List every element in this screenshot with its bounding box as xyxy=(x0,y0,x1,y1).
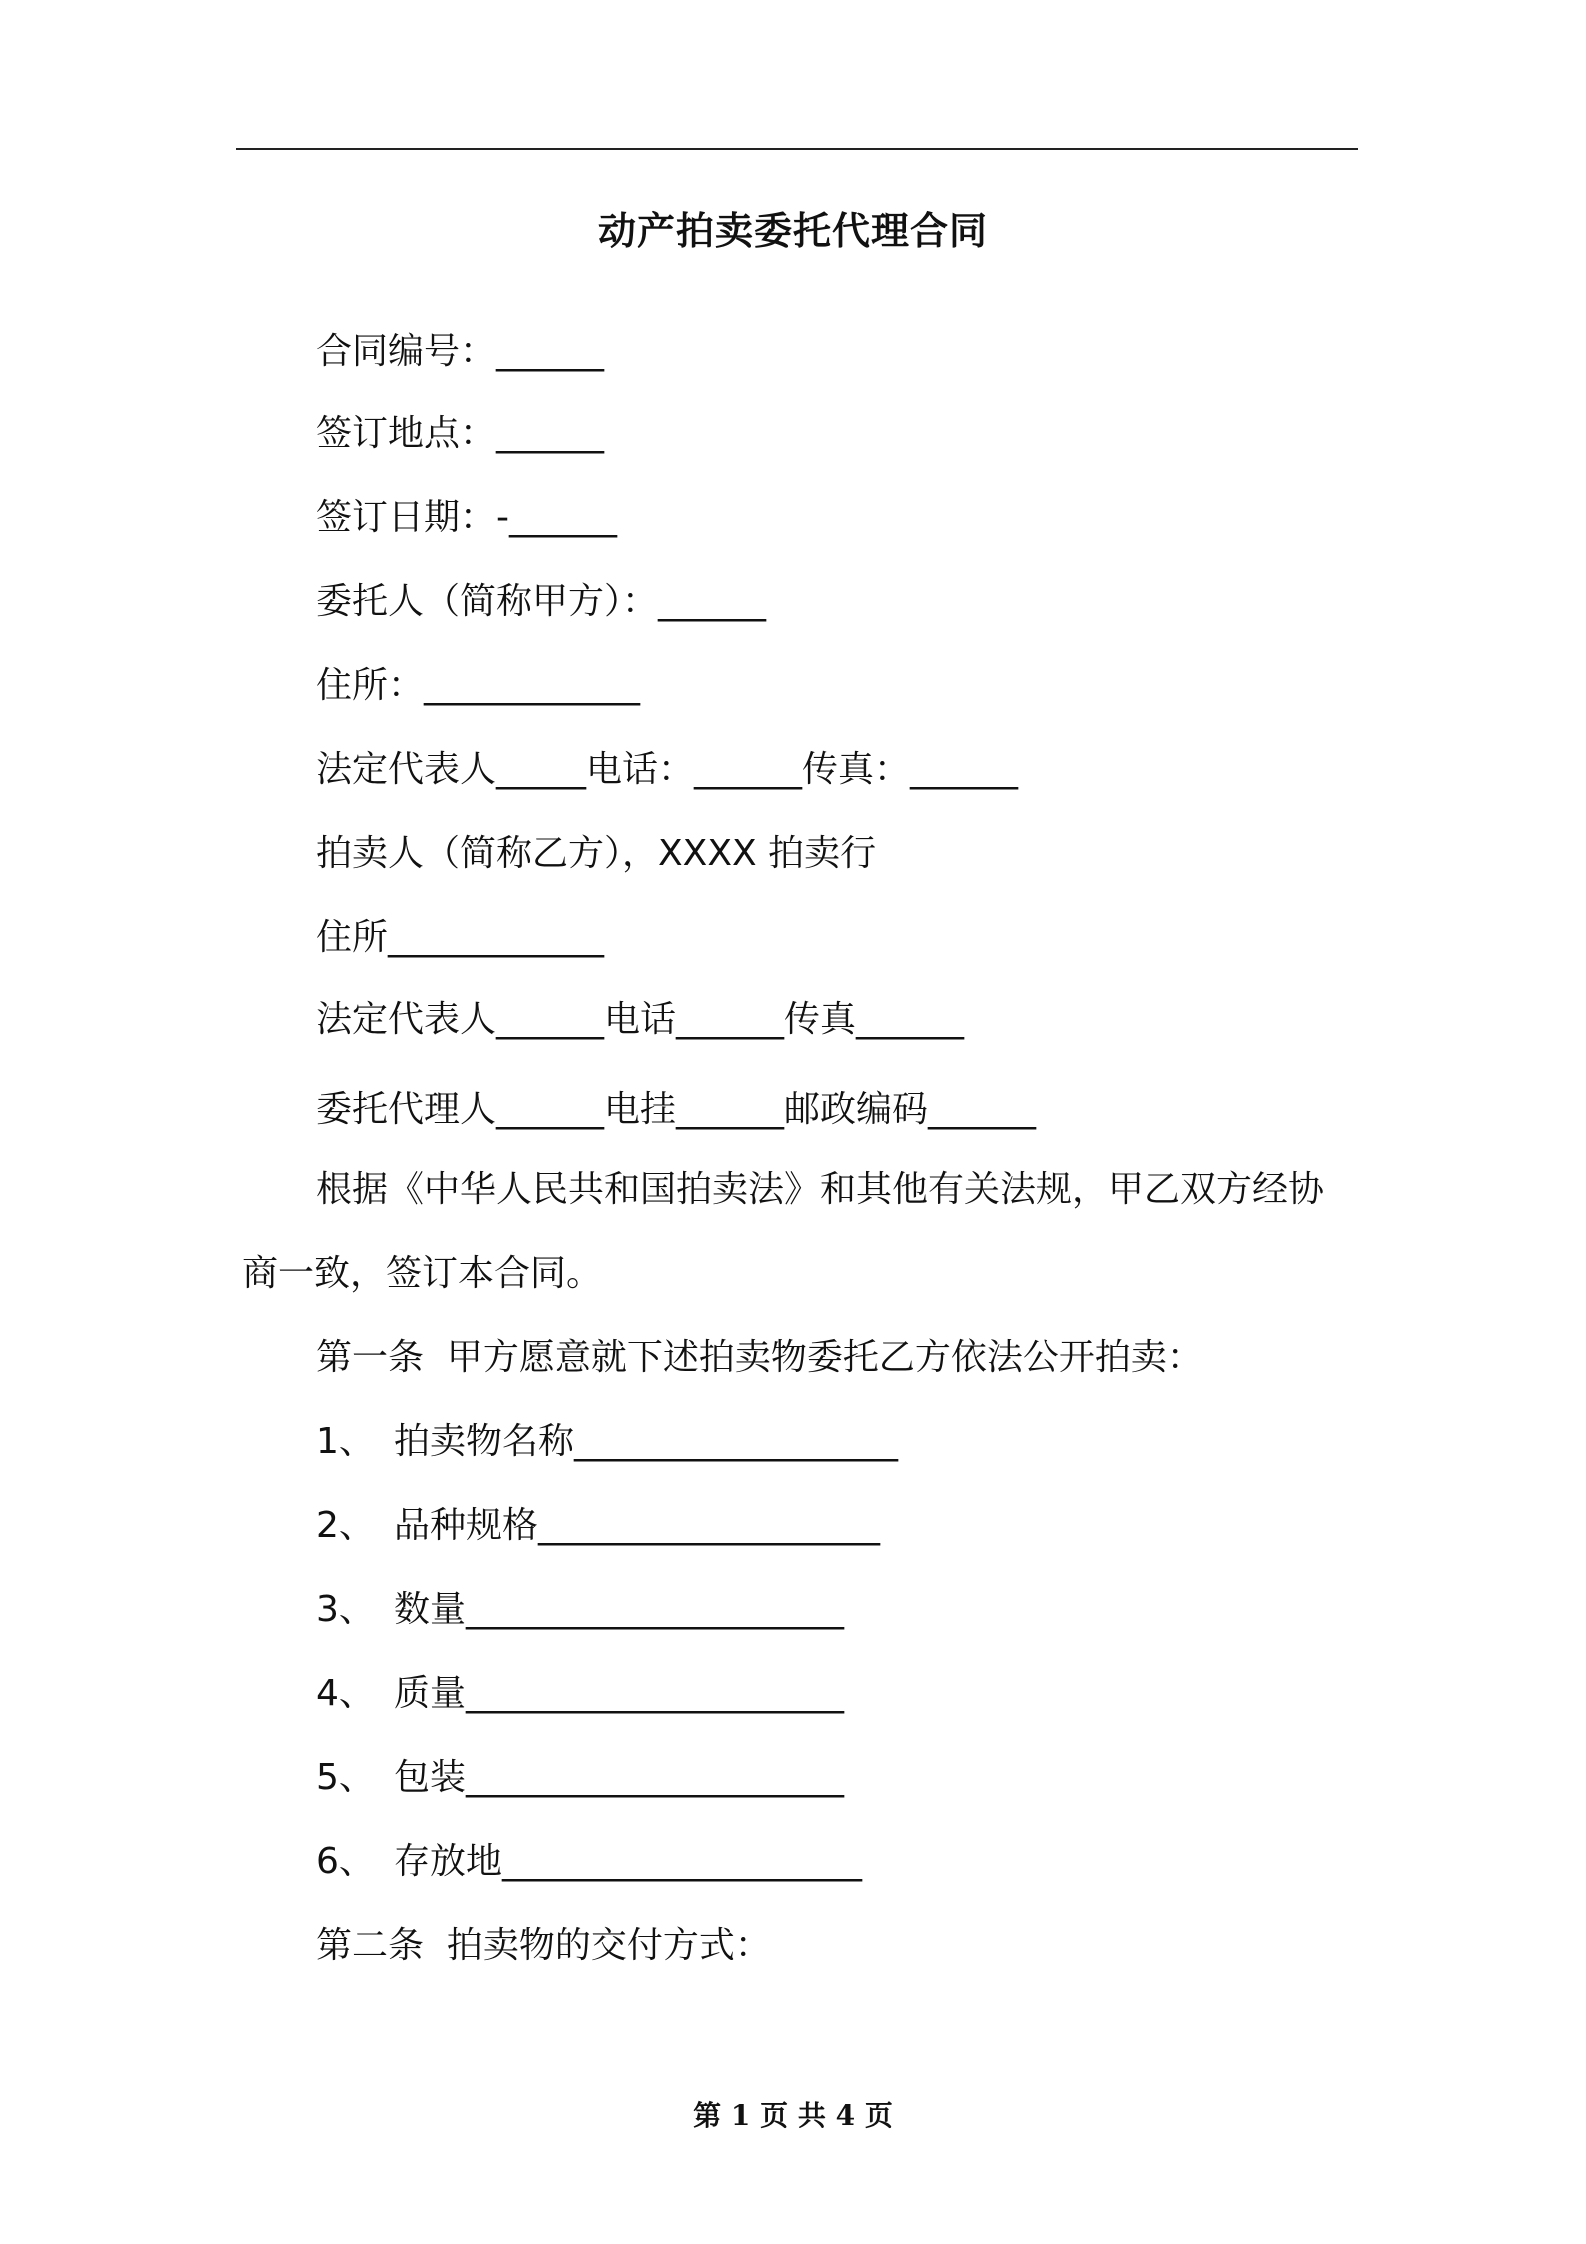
item-number: 4、 xyxy=(316,1673,375,1714)
field-auctioneer-rep: 法定代表人______电话______传真______ xyxy=(316,999,965,1040)
field-client-address: 住所：____________ xyxy=(316,665,641,706)
preamble-line-2: 商一致，签订本合同。 xyxy=(242,1253,603,1294)
item-number: 5、 xyxy=(316,1757,375,1798)
item-text: 数量_____________________ xyxy=(394,1589,845,1630)
article-1-item xyxy=(316,1502,880,1550)
document-title: 动产拍卖委托代理合同 xyxy=(597,209,988,253)
article-1-item xyxy=(316,1670,844,1718)
item-text: 存放地____________________ xyxy=(394,1841,863,1882)
item-number: 6、 xyxy=(316,1841,375,1882)
page-number-footer: 第 1 页 共 4 页 xyxy=(693,2099,893,2132)
field-sign-place: 签订地点：______ xyxy=(316,413,605,454)
item-text: 质量_____________________ xyxy=(394,1673,845,1714)
item-text: 包装_____________________ xyxy=(394,1757,845,1798)
article-2-heading: 第二条 拍卖物的交付方式： xyxy=(316,1925,771,1966)
article-1-item xyxy=(316,1754,844,1802)
header-rule xyxy=(236,148,1358,150)
field-auctioneer-address: 住所____________ xyxy=(316,917,605,958)
field-contract-no: 合同编号：______ xyxy=(316,331,605,372)
item-number: 2、 xyxy=(316,1505,375,1546)
article-1-item xyxy=(316,1838,862,1886)
field-client-rep: 法定代表人_____电话：______传真：______ xyxy=(316,749,1019,790)
article-1-item xyxy=(316,1418,898,1466)
item-number: 3、 xyxy=(316,1589,375,1630)
field-sign-date: 签订日期：-______ xyxy=(316,497,617,538)
field-agent: 委托代理人______电挂______邮政编码______ xyxy=(316,1089,1037,1130)
field-auctioneer: 拍卖人（简称乙方），XXXX 拍卖行 xyxy=(316,833,877,874)
field-client: 委托人（简称甲方）：______ xyxy=(316,581,767,622)
preamble-line-1: 根据《中华人民共和国拍卖法》和其他有关法规，甲乙双方经协 xyxy=(316,1169,1325,1210)
item-number: 1、 xyxy=(316,1421,375,1462)
article-1-item xyxy=(316,1586,844,1634)
item-text: 拍卖物名称__________________ xyxy=(394,1421,899,1462)
article-1-heading: 第一条 甲方愿意就下述拍卖物委托乙方依法公开拍卖： xyxy=(316,1337,1203,1378)
item-text: 品种规格___________________ xyxy=(394,1505,881,1546)
